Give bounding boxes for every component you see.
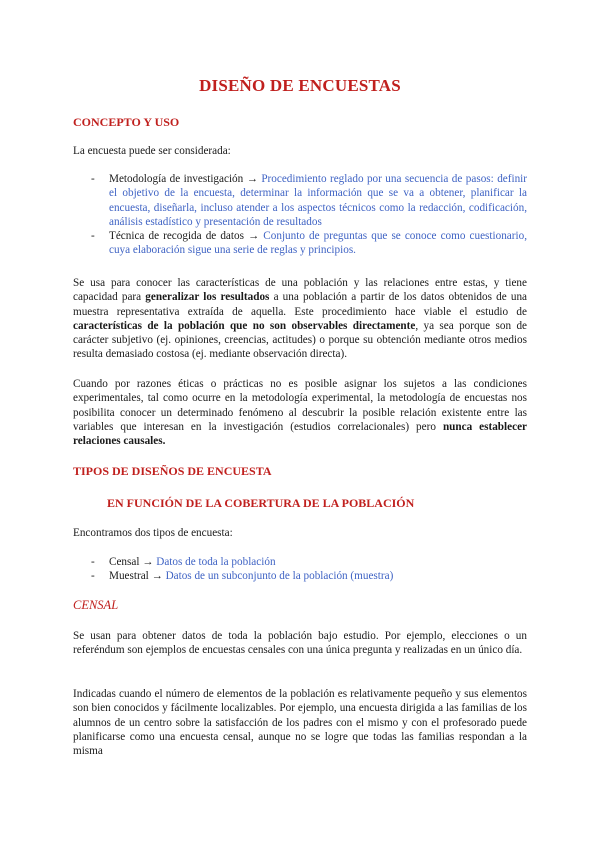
dash-marker: -	[91, 230, 95, 243]
arrow-icon: →	[246, 173, 258, 185]
bullet-item	[73, 555, 527, 569]
arrow-icon: →	[142, 556, 154, 568]
text-run: Se usa para conocer las características de una población y las relaciones entre estas, y tiene capacidad para	[73, 277, 527, 304]
intro-tipos: Encontramos dos tipos de encuesta:	[73, 527, 233, 539]
bullet-label: Metodología de investigación	[109, 173, 244, 185]
intro-encuesta: La encuesta puede ser considerada:	[73, 145, 231, 157]
bullet-description: Datos de toda la población	[156, 556, 276, 568]
bullet-item	[73, 172, 527, 229]
bold-text: nunca establecer relaciones causales.	[73, 420, 527, 448]
heading-censal: CENSAL	[73, 598, 119, 612]
text-run: , ya sea porque son de carácter subjetivo (ej. opiniones, creencias, actitudes) o porque su obtención mediante otros medios resulta demasiado costosa (ej. mediante observación directa).	[73, 319, 527, 361]
bullet-list-tipos	[73, 555, 527, 584]
paragraph-uso	[73, 276, 527, 362]
bullet-item	[73, 229, 527, 258]
paragraph-censal-indicadas: Indicadas cuando el número de elementos de la población es relativamente pequeño y sus elementos son bien conocidos y fácilmente localizables. Por ejemplo, una encuesta dirigida a las familias de los alumnos de un centro sobre la satisfacción de los padres con el mismo y con el profesorado puede planificarse como una encuesta censal, aunque no se logre que todas las familias respondan a la misma	[73, 688, 527, 758]
paragraph-censal-uso: Se usan para obtener datos de toda la población bajo estudio. Por ejemplo, elecciones o un referéndum son ejemplos de encuestas censales con una única pregunta y realizadas en un único día.	[73, 630, 527, 657]
bold-text: características de la población que no son observables directamente	[73, 319, 416, 332]
subheading-cobertura: EN FUNCIÓN DE LA COBERTURA DE LA POBLACIÓN	[107, 496, 415, 510]
dash-marker: -	[91, 556, 95, 568]
paragraph-razones-eticas	[73, 377, 527, 448]
heading-tipos-disenos: TIPOS DE DISEÑOS DE ENCUESTA	[73, 464, 272, 478]
bullet-list-encuesta	[73, 172, 527, 258]
bullet-description: Datos de un subconjunto de la población (muestra)	[165, 570, 394, 583]
dash-marker: -	[91, 173, 95, 185]
bullet-description: Procedimiento reglado por una secuencia de pasos: definir el objetivo de la encuesta, determinar la información que se va a obtener, planificar la encuesta, diseñarla, incluso atender a los aspectos técnicos como la redacción, codificación, análisis estadístico y presentación de resultados	[109, 173, 528, 228]
text-run: Cuando por razones éticas o prácticas no es posible asignar los sujetos a las condiciones experimentales, tal como ocurre en la metodología experimental, la metodología de encuestas nos posibilita conocer un determinado fenómeno al descubrir la posible relación existente entre las variables que interesan en la investigación (estudios correlacionales) pero	[73, 378, 527, 433]
bullet-item	[73, 569, 527, 583]
dash-marker: -	[91, 570, 95, 583]
bold-text: generalizar los resultados	[145, 291, 270, 304]
bullet-label: Técnica de recogida de datos	[109, 230, 244, 243]
text-run: a una población a partir de los datos obtenidos de una muestra representativa extraída de aquella. Este procedimiento hace viable el estudio de	[73, 291, 527, 318]
bullet-description: Conjunto de preguntas que se conoce como cuestionario, cuya elaboración sigue una serie de reglas y principios.	[109, 230, 527, 257]
bullet-label: Censal	[109, 556, 140, 568]
arrow-icon: →	[151, 570, 163, 583]
bullet-label: Muestral	[109, 570, 149, 583]
document-title: DISEÑO DE ENCUESTAS	[199, 76, 401, 95]
heading-concepto-y-uso: CONCEPTO Y USO	[73, 115, 180, 129]
arrow-icon: →	[248, 230, 260, 243]
